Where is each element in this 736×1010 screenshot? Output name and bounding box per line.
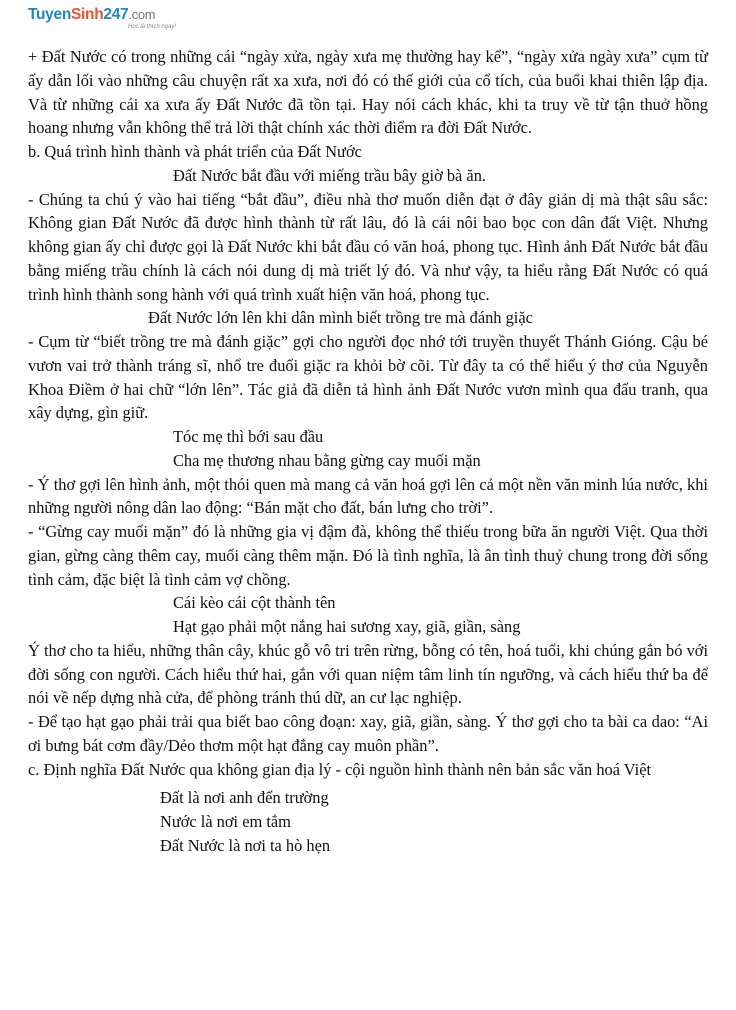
verse-line: Đất Nước bắt đầu với miếng trầu bây giờ bà ăn.	[173, 165, 486, 185]
logo-part-1: Tuyen	[28, 6, 71, 23]
logo-part-3: 247	[103, 6, 129, 23]
paragraph: - Cụm từ “biết trồng tre mà đánh giặc” gợi cho người đọc nhớ tới truyền thuyết Thánh Gióng. Cậu bé vươn vai trở thành tráng sĩ, nhổ tre đuổi giặc ra khỏi bờ cõi. Từ đây ta có thể hiểu ý thơ của Nguyễn Khoa Điềm ở hai chữ “lớn lên”. Tác giả đã diễn tả hình ảnh Đất Nước vươn mình qua đấu tranh, qua xây dựng, gìn giữ.	[28, 332, 708, 423]
verse-line: Đất Nước là nơi ta hò hẹn	[160, 835, 331, 855]
paragraph: Ý thơ cho ta hiểu, những thân cây, khúc gỗ vô tri trên rừng, bỗng có tên, hoá tuổi, khi chúng gắn bó với đời sống con người. Cách hiểu thứ hai, gắn với quan niệm tâm linh tín ngưỡng, và cách hiểu thứ ba để nói về nếp dựng nhà cửa, để phòng tránh thú dữ, an cư lạc nghiệp.	[28, 640, 708, 708]
paragraph: + Đất Nước có trong những cái “ngày xửa, ngày xưa mẹ thường hay kể”, “ngày xửa ngày xưa” cụm từ ấy dẫn lối vào những câu chuyện rất xa xưa, nơi đó có thế giới của cổ tích, của buổi khai thiên lập địa. Và từ những cái xa xưa ấy Đất Nước đã tồn tại. Hay nói cách khác, khi ta truy về từ tận thuở hồng hoang nhưng vẫn không thể trả lời thật chính xác thời điểm ra đời Đất Nước.	[28, 47, 708, 138]
logo-wordmark	[28, 6, 155, 24]
site-logo[interactable]	[28, 6, 177, 36]
verse-line: Cái kèo cái cột thành tên	[173, 593, 336, 613]
section-heading: b. Quá trình hình thành và phát triển của Đất Nước	[28, 142, 362, 161]
logo-part-4: .com	[128, 7, 156, 22]
logo-tagline: Học là thích ngay!	[128, 24, 177, 30]
verse-line: Nước là nơi em tắm	[160, 812, 291, 831]
paragraph: - Để tạo hạt gạo phải trải qua biết bao công đoạn: xay, giã, giần, sàng. Ý thơ gợi cho ta bài ca dao: “Ai ơi bưng bát cơm đầy/Dẻo thơm một hạt đắng cay muôn phần”.	[28, 712, 708, 755]
verse-line: Cha mẹ thương nhau bằng gừng cay muối mặn	[173, 450, 481, 470]
paragraph: - Chúng ta chú ý vào hai tiếng “bắt đầu”, điều nhà thơ muốn diễn đạt ở đây giản dị mà thật sâu sắc: Không gian Đất Nước đã được hình thành từ rất lâu, đó là cái nôi bao bọc con dân đất Việt. Nhưng không gian ấy chỉ được gọi là Đất Nước khi bắt đầu có văn hoá, phong tục. Hình ảnh Đất Nước bắt đầu bằng miếng trầu chính là cách nói dung dị mà triết lý đó. Và như vậy, ta hiểu rằng Đất Nước có quá trình hình thành song hành với quá trình xuất hiện văn hoá, phong tục.	[28, 189, 708, 304]
verse-line: Hạt gạo phải một nắng hai sương xay, giã, giần, sàng	[173, 617, 521, 636]
verse-line: Đất là nơi anh đến trường	[160, 788, 329, 808]
logo-part-2: Sinh	[71, 6, 104, 23]
paragraph: - “Gừng cay muối mặn” đó là những gia vị đậm đà, không thể thiếu trong bữa ăn người Việt. Qua thời gian, gừng càng thêm cay, muối càng thêm mặn. Đó là tình nghĩa, là ân tình thuỷ chung trong đời sống tình cảm, đặc biệt là tình cảm vợ chồng.	[28, 522, 708, 589]
paragraph: - Ý thơ gợi lên hình ảnh, một thói quen mà mang cả văn hoá gợi lên cả một nền văn minh lúa nước, khi những người nông dân lao động: “Bán mặt cho đất, bán lưng cho trời”.	[28, 474, 708, 518]
document-body	[28, 45, 708, 858]
verse-line: Đất Nước lớn lên khi dân mình biết trồng tre mà đánh giặc	[148, 308, 533, 328]
verse-line: Tóc mẹ thì bới sau đầu	[173, 427, 324, 446]
section-heading: c. Định nghĩa Đất Nước qua không gian địa lý - cội nguồn hình thành nên bản sắc văn hoá Việt	[28, 759, 652, 779]
